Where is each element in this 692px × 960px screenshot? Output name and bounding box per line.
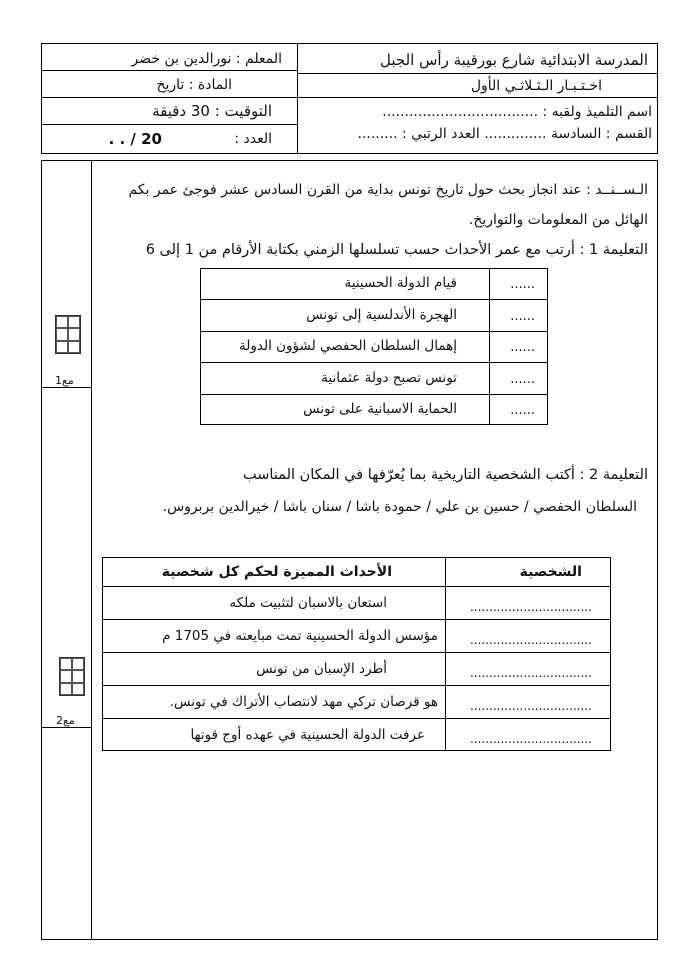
criteria-1-grid [55, 315, 81, 354]
person-blank[interactable]: ................................ [469, 600, 592, 614]
order-row-rule [200, 299, 548, 300]
person-event: عرفت الدولة الحسينية في عهده أوج قوتها [190, 727, 425, 743]
order-table-divider [489, 268, 490, 425]
instruction-1: التعليمة 1 : أرتب مع عمر الأحداث حسب تسلسلها الزمني بكتابة الأرقام من 1 إلى 6 [145, 242, 648, 258]
person-blank[interactable]: ................................ [469, 633, 592, 647]
persons-row-rule [102, 652, 611, 653]
person-blank[interactable]: ................................ [469, 699, 592, 713]
source-line-2: الهائل من المعلومات والتواريخ. [468, 212, 648, 228]
order-event: الهجرة الأندلسية إلى تونس [306, 307, 457, 323]
header-rule-left-3 [41, 124, 297, 125]
header-rule-left-1 [41, 70, 297, 71]
grade-value: . . / 20 [108, 130, 162, 148]
criteria-2-rule [41, 727, 91, 728]
names-list: السلطان الحفصي / حسين بن علي / حمودة باشا / سنان باشا / خيرالدين بربروس. [162, 499, 637, 515]
col-person-header: الشخصية [519, 564, 582, 580]
instruction-2: التعليمة 2 : أكتب الشخصية التاريخية بما يُعرّفها في المكان المناسب [243, 467, 648, 483]
criteria-2-grid [59, 657, 85, 696]
person-event: أطرد الإسبان من تونس [256, 661, 387, 677]
order-row-rule [200, 394, 548, 395]
class-field[interactable]: القسم : السادسة .............. العدد الرتبي : ......... [357, 126, 652, 142]
order-blank[interactable]: ...... [510, 277, 535, 292]
order-blank[interactable]: ...... [510, 403, 535, 418]
person-event: هو قرصان تركي مهد لانتصاب الأتراك في تونس. [169, 694, 438, 710]
persons-row-rule [102, 718, 611, 719]
order-blank[interactable]: ...... [510, 340, 535, 355]
order-event: قيام الدولة الحسينية [344, 275, 457, 291]
person-blank[interactable]: ................................ [469, 732, 592, 746]
subject: المادة : تاريخ [156, 77, 232, 93]
source-line-1: الـســنــد : عند انجاز بحث حول تاريخ تونس بداية من القرن السادس عشر فوجئ عمر بكم [128, 182, 648, 198]
criteria-2-label: مع2 [56, 714, 75, 727]
order-row-rule [200, 331, 548, 332]
header-rule-left-2 [41, 97, 297, 98]
header-divider [297, 43, 298, 154]
col-events-header: الأحداث المميزة لحكم كل شخصية [161, 564, 392, 580]
margin-divider [91, 160, 92, 940]
person-event: مؤسس الدولة الحسينية تمت مبايعته في 1705 م [162, 628, 438, 644]
timing: التوقيت : 30 دقيقة [152, 102, 272, 120]
school-name: المدرسة الابتدائية شارع بورقيبة رأس الجبل [380, 51, 648, 69]
order-blank[interactable]: ...... [510, 372, 535, 387]
order-blank[interactable]: ...... [510, 309, 535, 324]
criteria-1-label: مع1 [55, 374, 74, 387]
teacher-name: المعلم : نورالدين بن خضر [131, 51, 282, 67]
order-event: إهمال السلطان الحفصي لشؤون الدولة [239, 338, 457, 354]
persons-row-rule [102, 619, 611, 620]
persons-header-rule [102, 586, 611, 587]
persons-row-rule [102, 685, 611, 686]
grade-label: العدد : [234, 131, 272, 147]
criteria-1-rule [41, 387, 91, 388]
person-event: استعان بالاسبان لتثبيت ملكه [229, 595, 387, 611]
exam-title: اخـتـبـار الـثـلاثـي الأول [470, 78, 602, 94]
order-event: تونس تصبح دولة عثمانية [321, 370, 457, 386]
order-row-rule [200, 362, 548, 363]
header-rule-right-2 [297, 97, 658, 98]
header-rule-right [297, 73, 658, 74]
order-event: الحماية الاسبانية على تونس [303, 401, 457, 417]
student-name-field[interactable]: اسم التلميذ ولقبه : ................................... [382, 104, 652, 120]
person-blank[interactable]: ................................ [469, 666, 592, 680]
